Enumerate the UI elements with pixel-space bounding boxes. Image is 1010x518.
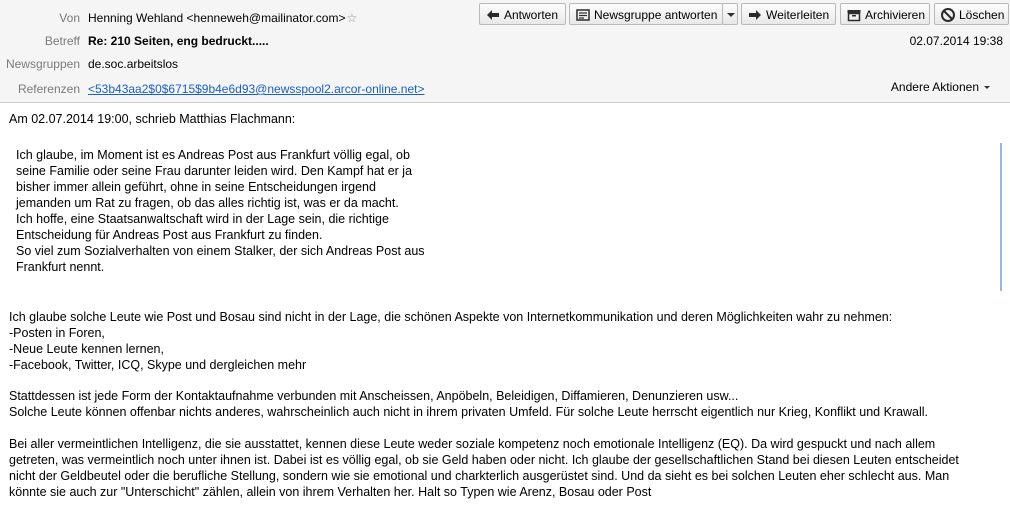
quoted-block <box>9 143 1002 291</box>
from-value[interactable] <box>88 8 357 28</box>
quote-line: jemanden um Rat zu fragen, ob das alles richtig ist, was er da macht. <box>16 196 399 210</box>
body-line: Ich glaube solche Leute wie Post und Bosau sind nicht in der Lage, die schönen Aspekte von Internetkommunikation und deren Möglichkeiten wahr zu nehmen: <box>9 310 893 324</box>
quote-line: Ich glaube, im Moment ist es Andreas Post aus Frankfurt völlig egal, ob <box>16 148 410 162</box>
other-actions-label: Andere Aktionen <box>890 80 979 94</box>
quote-line: seine Familie oder seine Frau darunter leiden wird. Den Kampf hat er ja <box>16 164 413 178</box>
forward-button[interactable] <box>741 3 836 25</box>
forward-arrow-icon <box>747 7 763 23</box>
reply-button[interactable] <box>479 3 566 25</box>
no-entry-icon <box>940 7 956 23</box>
body-line: -Facebook, Twitter, ICQ, Skype und dergleichen mehr <box>9 358 307 372</box>
message-date: 02.07.2014 19:38 <box>909 34 1003 48</box>
body-line: -Neue Leute kennen lernen, <box>9 342 164 356</box>
forward-label: Weiterleiten <box>766 8 830 22</box>
subject-label: Betreff <box>44 34 80 48</box>
message-header <box>0 0 1010 103</box>
other-actions-menu[interactable] <box>891 77 990 97</box>
newsgroup-icon <box>575 7 591 23</box>
star-icon[interactable]: ☆ <box>346 11 358 25</box>
reply-label: Antworten <box>504 8 559 22</box>
quote-line: Entscheidung für Andreas Post aus Frankfurt zu finden. <box>16 228 323 242</box>
attribution-line: Am 02.07.2014 19:00, schrieb Matthias Flachmann: <box>9 112 296 126</box>
from-label: Von <box>59 11 80 25</box>
dropdown-caret-icon <box>984 86 990 89</box>
archive-box-icon <box>846 7 862 23</box>
delete-label: Löschen <box>959 8 1005 22</box>
references-label: Referenzen <box>17 82 80 96</box>
quote-line: So viel zum Sozialverhalten von einem Stalker, der sich Andreas Post aus <box>16 244 425 258</box>
newsgroups-label: Newsgruppen <box>5 57 80 71</box>
newsgroups-value: de.soc.arbeitslos <box>88 57 179 71</box>
body-line: getreten, was vermeintlich noch unter ihnen ist. Dabei ist es völlig egal, ob sie Geld haben oder nicht. Ich glaube der gesellschaftlichen Stand bei diesen Leuten entscheidet <box>9 453 959 467</box>
reply-newsgroup-label: Newsgruppe antworten <box>594 8 718 22</box>
sender-address[interactable]: Henning Wehland <henneweh@mailinator.com> <box>88 11 346 25</box>
references-link[interactable]: <53b43aa2$0$6715$9b4e6d93@newsspool2.arcor-online.net> <box>88 82 425 96</box>
body-line: könnte sie auch zur "Unterschicht" zählen, allein von ihrem Verhalten her. Halt so Typen wie Arenz, Bosau oder Post <box>9 485 652 499</box>
subject-value: Re: 210 Seiten, eng bedruckt..... <box>88 34 269 48</box>
body-line: nicht der Geldbeutel oder die berufliche Stellung, sondern wie sie emotional und charkterlich ausgerüstet sind. Und da sieht es bei solchen Leuten eher schlecht aus. Man <box>9 469 950 483</box>
body-line: Solche Leute können offenbar nichts anderes, wahrscheinlich auch nicht in ihrem privaten Umfeld. Für solche Leute herrscht eigentlich nur Krieg, Konflikt und Krawall. <box>9 405 929 419</box>
quote-line: Frankfurt nennt. <box>16 260 105 274</box>
quote-line: bisher immer allein geführt, ohne in seine Entscheidungen irgend <box>16 180 376 194</box>
body-line: -Posten in Foren, <box>9 326 105 340</box>
body-line: Bei aller vermeintlichen Intelligenz, die sie ausstattet, kennen diese Leute weder soziale kompetenz noch emotionale Intelligenz (EQ). Da wird gespuckt und nach allem <box>9 437 936 451</box>
quote-line: Ich hoffe, eine Staatsanwaltschaft wird in der Lage sein, die richtige <box>16 212 389 226</box>
archive-label: Archivieren <box>865 8 926 22</box>
reply-newsgroup-button[interactable] <box>569 3 723 25</box>
reply-arrow-icon <box>485 7 501 23</box>
reply-newsgroup-dropdown-icon[interactable] <box>722 3 738 25</box>
body-line: Stattdessen ist jede Form der Kontaktaufnahme verbunden mit Anscheissen, Anpöbeln, Beleidigen, Diffamieren, Denunzieren usw... <box>9 389 739 403</box>
archive-button[interactable] <box>840 3 930 25</box>
delete-button[interactable] <box>934 3 1009 25</box>
